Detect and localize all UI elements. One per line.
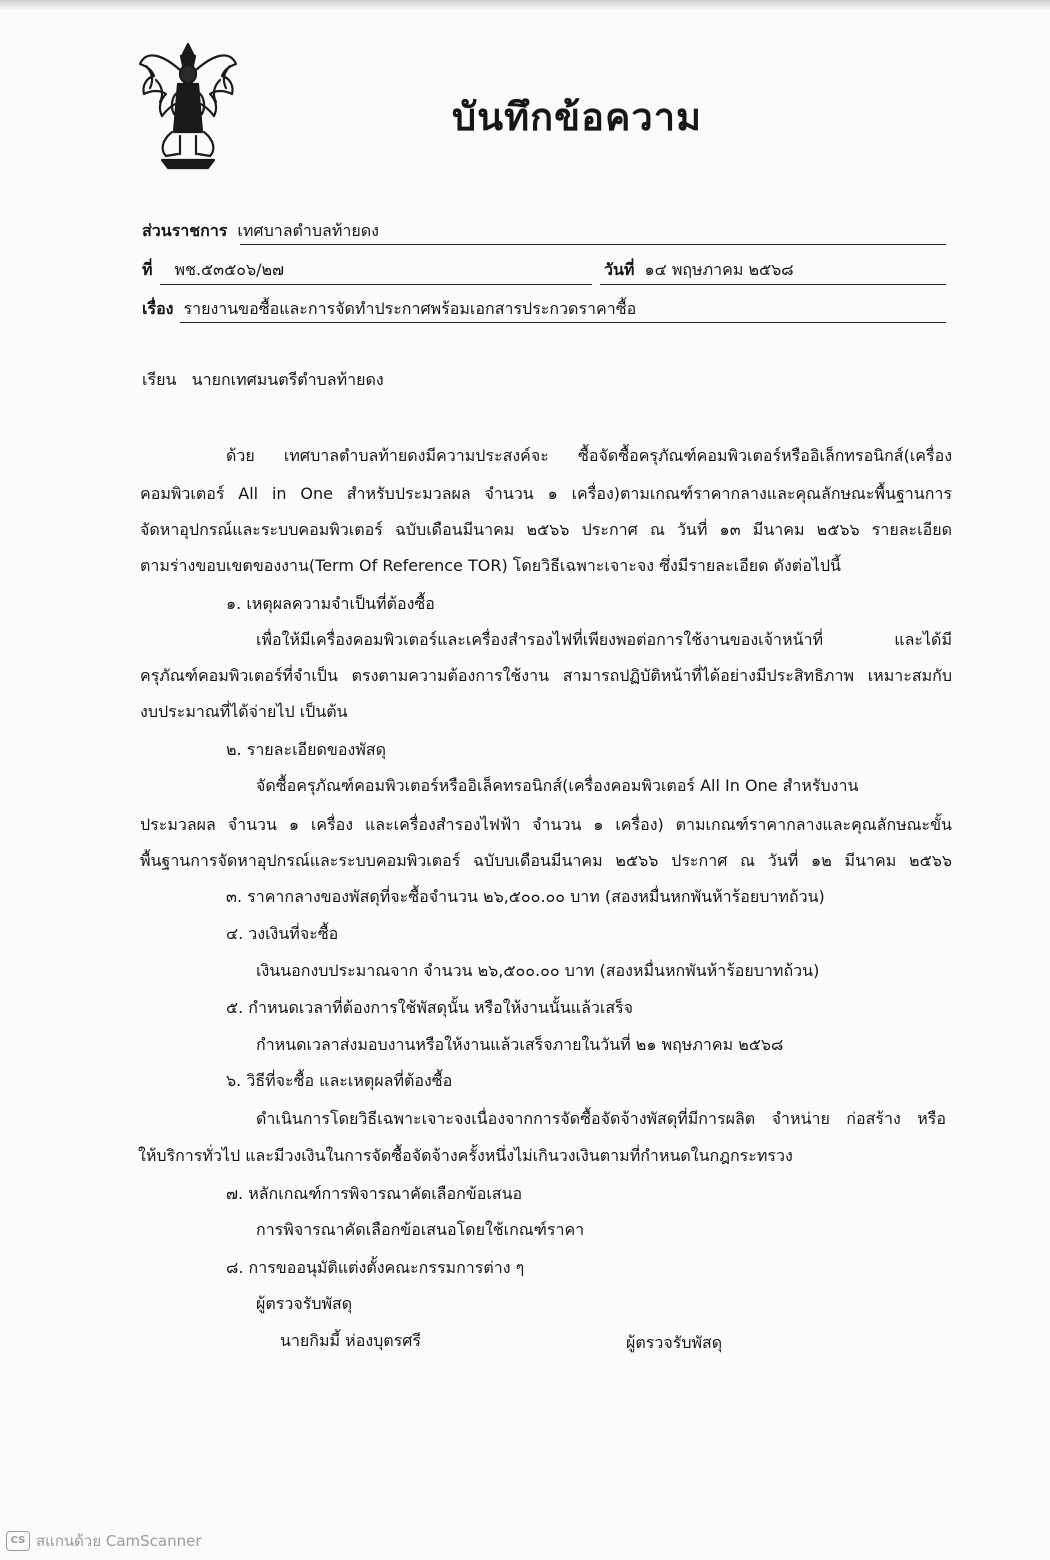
intro-line-1: ด้วย เทศบาลตำบลท้ายดงมีความประสงค์จะ ซื้อจัดซื้อครุภัณฑ์คอมพิวเตอร์หรืออิเล็กทรอนิกส์(เครื่อง	[226, 446, 952, 465]
ref-value: พช.๕๓๕๐๖/๒๗	[174, 260, 285, 279]
agency-value: เทศบาลตำบลท้ายดง	[237, 221, 379, 240]
section-1-line-2: ครุภัณฑ์คอมพิวเตอร์ที่จำเป็น ตรงตามความต้องการใช้งาน สามารถปฏิบัติหน้าที่ได้อย่างมีประสิทธิภาพ เหมาะสมกับ	[140, 666, 952, 685]
garuda-emblem-icon	[132, 36, 244, 176]
section-1-heading: ๑. เหตุผลความจำเป็นที่ต้องซื้อ	[226, 594, 435, 613]
agency-row	[142, 219, 379, 244]
camscanner-text: สแกนด้วย CamScanner	[36, 1532, 202, 1550]
section-4-line: เงินนอกงบประมาณจาก จำนวน ๒๖,๕๐๐.๐๐ บาท (สองหมื่นหกพันห้าร้อยบาทถ้วน)	[256, 961, 820, 980]
salutation	[142, 370, 384, 390]
agency-underline	[240, 244, 946, 245]
page-title: บันทึกข้อความ	[452, 95, 703, 139]
section-5-heading: ๕. กำหนดเวลาที่ต้องการใช้พัสดุนั้น หรือให้งานนั้นแล้วเสร็จ	[226, 998, 634, 1017]
intro-line-2: คอมพิวเตอร์ All in One สำหรับประมวลผล จำนวน ๑ เครื่อง)ตามเกณฑ์ราคากลางและคุณลักษณะพื้นฐานการ	[140, 484, 952, 503]
section-4-heading: ๔. วงเงินที่จะซื้อ	[226, 924, 339, 943]
section-2-line-2: ประมวลผล จำนวน ๑ เครื่อง และเครื่องสำรองไฟฟ้า จำนวน ๑ เครื่อง) ตามเกณฑ์ราคากลางและคุณลักษณะขั้น	[140, 815, 952, 834]
section-6-line-1: ดำเนินการโดยวิธีเฉพาะเจาะจงเนื่องจากการจัดซื้อจัดจ้างพัสดุที่มีการผลิต จำหน่าย ก่อสร้าง หรือ	[256, 1109, 946, 1128]
scan-edge	[0, 0, 1050, 10]
ref-underline	[160, 284, 592, 285]
section-2-heading: ๒. รายละเอียดของพัสดุ	[226, 740, 386, 759]
date-row	[604, 258, 794, 283]
section-2-line-3: พื้นฐานการจัดหาอุปกรณ์และระบบคอมพิวเตอร์ ฉบับบเดือนมีนาคม ๒๕๖๖ ประกาศ ณ วันที่ ๑๒ มีนาคม ๒๕๖๖	[140, 851, 952, 870]
section-2-line-1: จัดซื้อครุภัณฑ์คอมพิวเตอร์หรืออิเล็คทรอนิกส์(เครื่องคอมพิวเตอร์ All In One สำหรับงาน	[256, 776, 859, 795]
to-value: นายกเทศมนตรีตำบลท้ายดง	[191, 370, 384, 389]
intro-line-4: ตามร่างขอบเขตของงาน(Term Of Reference TOR) โดยวิธีเฉพาะเจาะจง ซึ่งมีรายละเอียด ดังต่อไปนี้	[140, 556, 841, 575]
section-3-heading: ๓. ราคากลางของพัสดุที่จะซื้อจำนวน ๒๖,๕๐๐.๐๐ บาท (สองหมื่นหกพันห้าร้อยบาทถ้วน)	[226, 887, 825, 906]
section-7-heading: ๗. หลักเกณฑ์การพิจารณาคัดเลือกข้อเสนอ	[226, 1184, 523, 1203]
agency-label: ส่วนราชการ	[142, 221, 228, 240]
section-8-heading: ๘. การขออนุมัติแต่งตั้งคณะกรรมการต่าง ๆ	[226, 1258, 525, 1277]
camscanner-footer	[6, 1529, 202, 1553]
intro-line-3: จัดหาอุปกรณ์และระบบคอมพิวเตอร์ ฉบับเดือนมีนาคม ๒๕๖๖ ประกาศ ณ วันที่ ๑๓ มีนาคม ๒๕๖๖ รายละเอียด	[140, 520, 952, 539]
section-5-line: กำหนดเวลาส่งมอบงานหรือให้งานแล้วเสร็จภายในวันที่ ๒๑ พฤษภาคม ๒๕๖๘	[256, 1035, 784, 1054]
section-6-heading: ๖. วิธีที่จะซื้อ และเหตุผลที่ต้องซื้อ	[226, 1071, 453, 1090]
ref-label: ที่	[142, 260, 153, 279]
date-underline	[600, 284, 946, 285]
camscanner-logo-icon: CS	[6, 1531, 30, 1551]
section-8-subheading: ผู้ตรวจรับพัสดุ	[256, 1294, 353, 1313]
section-6-line-2: ให้บริการทั่วไป และมีวงเงินในการจัดซื้อจัดจ้างครั้งหนึ่งไม่เกินวงเงินตามที่กำหนดในกฎกระทรวง	[138, 1146, 793, 1165]
date-value: ๑๔ พฤษภาคม ๒๕๖๘	[644, 260, 794, 279]
inspector-role: ผู้ตรวจรับพัสดุ	[626, 1333, 723, 1352]
section-1-line-3: งบประมาณที่ได้จ่ายไป เป็นต้น	[140, 702, 348, 721]
subject-underline	[180, 322, 946, 323]
ref-row	[142, 258, 284, 283]
subject-value: รายงานขอซื้อและการจัดทำประกาศพร้อมเอกสารประกวดราคาซื้อ	[183, 299, 637, 318]
subject-label: เรื่อง	[142, 299, 174, 318]
date-label: วันที่	[604, 260, 635, 279]
section-1-line-1: เพื่อให้มีเครื่องคอมพิวเตอร์และเครื่องสำรองไฟที่เพียงพอต่อการใช้งานของเจ้าหน้าที่ และได้มี	[256, 630, 952, 649]
subject-row	[142, 297, 636, 322]
to-label: เรียน	[142, 370, 177, 389]
section-7-line: การพิจารณาคัดเลือกข้อเสนอโดยใช้เกณฑ์ราคา	[256, 1220, 585, 1239]
inspector-name: นายกิมมี้ ห่องบุตรศรี	[280, 1331, 422, 1350]
